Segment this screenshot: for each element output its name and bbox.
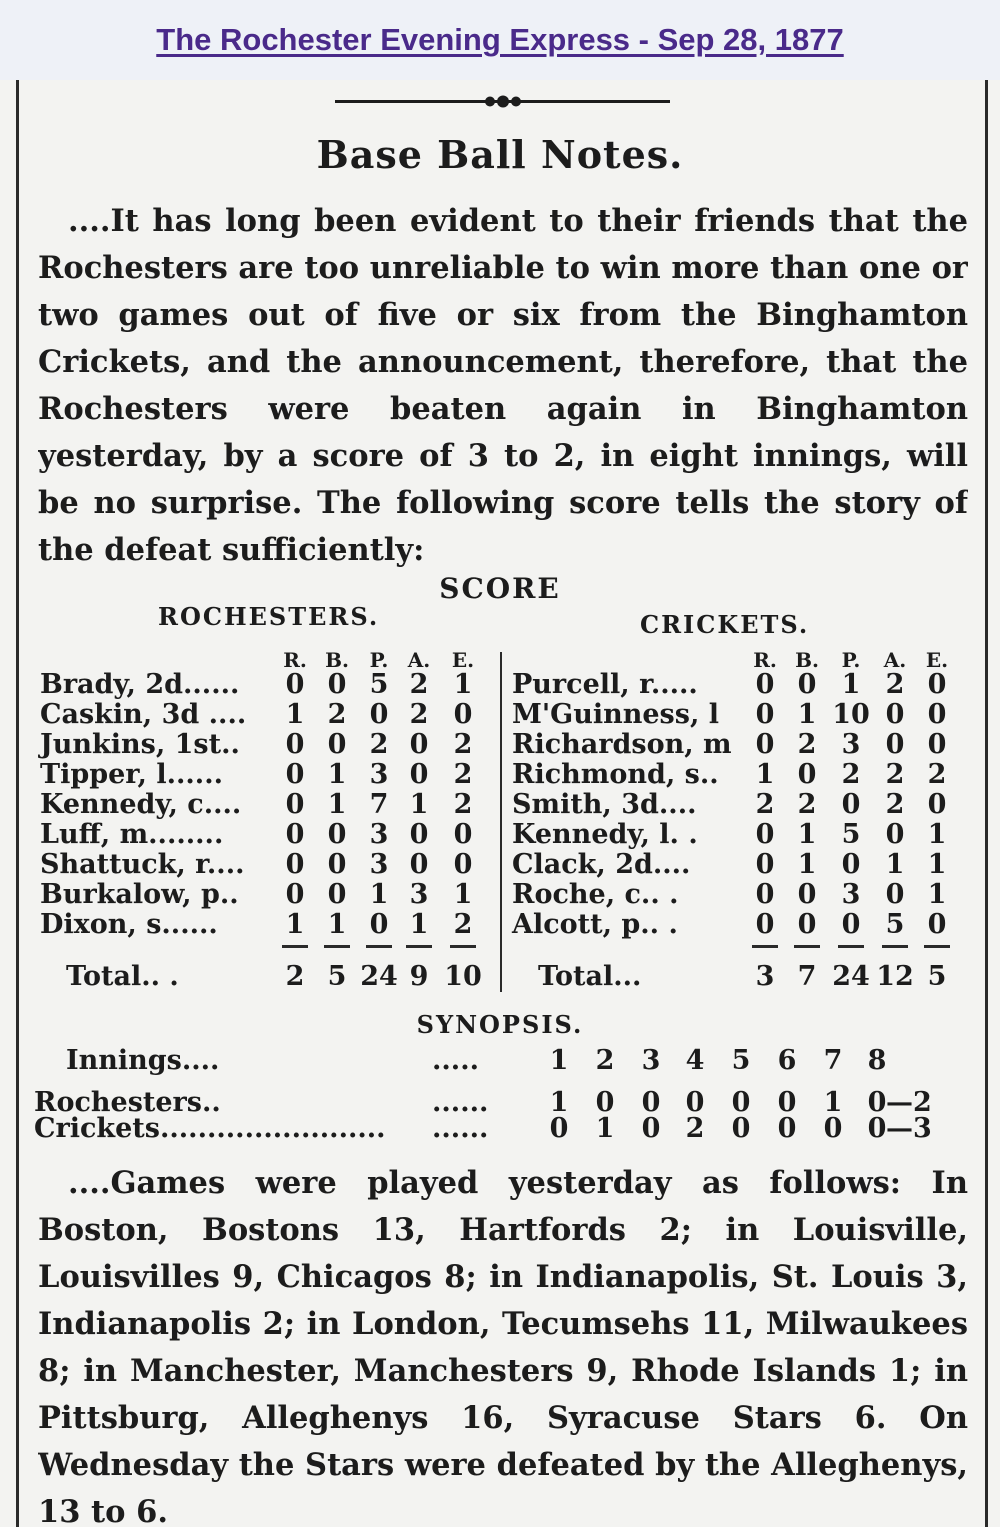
article-headline: Base Ball Notes. bbox=[316, 132, 684, 177]
away-total-cell: 24 bbox=[832, 961, 870, 992]
away-player-name: Purcell, r..... bbox=[512, 669, 698, 700]
synopsis-run-cell: 0 bbox=[731, 1113, 751, 1144]
home-total-rule bbox=[282, 945, 308, 948]
away-stat-cell: 2 bbox=[841, 759, 861, 790]
home-total-label: Total.. . bbox=[66, 961, 179, 992]
synopsis-run-cell: 0 bbox=[777, 1113, 797, 1144]
away-total-label: Total... bbox=[538, 961, 642, 992]
article-title-link[interactable]: The Rochester Evening Express - Sep 28, 1877 bbox=[156, 22, 844, 57]
synopsis-final-score: —3 bbox=[886, 1113, 932, 1144]
synopsis-run-cell: 0 bbox=[641, 1087, 661, 1118]
home-player-name: Dixon, s...... bbox=[40, 909, 218, 940]
away-stat-cell: 0 bbox=[885, 729, 905, 760]
away-stat-cell: 0 bbox=[927, 699, 947, 730]
inning-number: 8 bbox=[867, 1045, 887, 1076]
away-stat-cell: 0 bbox=[797, 669, 817, 700]
away-stat-header: P. bbox=[841, 648, 861, 672]
home-stat-cell: 0 bbox=[327, 729, 347, 760]
home-stat-cell: 0 bbox=[369, 909, 389, 940]
home-stat-cell: 2 bbox=[409, 669, 429, 700]
home-stat-cell: 0 bbox=[453, 819, 473, 850]
synopsis-run-cell: 1 bbox=[823, 1087, 843, 1118]
away-stat-cell: 1 bbox=[841, 669, 861, 700]
home-total-cell: 10 bbox=[444, 961, 482, 992]
synopsis-run-cell: 0 bbox=[777, 1087, 797, 1118]
home-total-rule bbox=[450, 945, 476, 948]
away-stat-cell: 0 bbox=[755, 879, 775, 910]
intro-text: ....It has long been evident to their friends that the Rochesters are too unreliable to win more than one or two games out of five or six from the Binghamton Crickets, and the announcement, therefore, that the Rochesters were beaten again in Binghamton yesterday, by a score of 3 to 2, in eight innings, will be no surprise. The following score tells the story of the defeat sufficiently: bbox=[38, 203, 968, 568]
away-stat-cell: 3 bbox=[841, 729, 861, 760]
away-player-name: Kennedy, l. . bbox=[512, 819, 698, 850]
synopsis-run-cell: 0 bbox=[867, 1113, 887, 1144]
home-stat-cell: 0 bbox=[285, 819, 305, 850]
away-stat-cell: 2 bbox=[755, 789, 775, 820]
away-stat-cell: 0 bbox=[927, 789, 947, 820]
home-stat-cell: 1 bbox=[285, 909, 305, 940]
home-stat-cell: 3 bbox=[369, 849, 389, 880]
home-stat-cell: 0 bbox=[285, 669, 305, 700]
synopsis-run-cell: 0 bbox=[641, 1113, 661, 1144]
home-stat-cell: 0 bbox=[409, 849, 429, 880]
home-player-name: Shattuck, r.... bbox=[40, 849, 245, 880]
synopsis-team-name: Rochesters.. bbox=[34, 1087, 221, 1118]
home-player-name: Tipper, l...... bbox=[40, 759, 224, 790]
synopsis-run-cell: 2 bbox=[685, 1113, 705, 1144]
home-stat-cell: 0 bbox=[285, 789, 305, 820]
away-stat-cell: 0 bbox=[755, 699, 775, 730]
synopsis-run-cell: 0 bbox=[685, 1087, 705, 1118]
synopsis-heading: SYNOPSIS. bbox=[416, 1010, 584, 1039]
away-stat-cell: 0 bbox=[797, 759, 817, 790]
home-player-name: Junkins, 1st.. bbox=[40, 729, 240, 760]
home-stat-header: R. bbox=[283, 648, 307, 672]
away-player-name: Richmond, s.. bbox=[512, 759, 719, 790]
synopsis-leader: ...... bbox=[432, 1113, 489, 1144]
away-total-rule bbox=[794, 945, 820, 948]
home-player-name: Brady, 2d...... bbox=[40, 669, 240, 700]
away-stat-cell: 5 bbox=[885, 909, 905, 940]
synopsis-leader: ..... bbox=[432, 1045, 479, 1076]
home-player-name: Kennedy, c.... bbox=[40, 789, 242, 820]
home-stat-cell: 1 bbox=[327, 759, 347, 790]
away-team-heading: CRICKETS. bbox=[640, 610, 810, 639]
away-player-name: Smith, 3d.... bbox=[512, 789, 697, 820]
synopsis-final-score: —2 bbox=[886, 1087, 932, 1118]
newspaper-clipping bbox=[0, 80, 1000, 1530]
home-stat-cell: 1 bbox=[369, 879, 389, 910]
ornament-divider-icon bbox=[335, 94, 670, 110]
home-stat-cell: 0 bbox=[453, 699, 473, 730]
synopsis-run-cell: 0 bbox=[823, 1113, 843, 1144]
away-stat-header: E. bbox=[925, 648, 949, 672]
away-stat-cell: 2 bbox=[885, 759, 905, 790]
synopsis-run-cell: 0 bbox=[595, 1087, 615, 1118]
away-player-name: Roche, c.. . bbox=[512, 879, 679, 910]
away-stat-cell: 2 bbox=[797, 729, 817, 760]
away-player-name: Alcott, p.. . bbox=[512, 909, 678, 940]
home-stat-cell: 0 bbox=[369, 699, 389, 730]
away-player-name: Richardson, m bbox=[512, 729, 732, 760]
synopsis-run-cell: 0 bbox=[731, 1087, 751, 1118]
home-total-rule bbox=[366, 945, 392, 948]
away-total-rule bbox=[752, 945, 778, 948]
away-total-cell: 7 bbox=[797, 961, 817, 992]
away-stat-cell: 1 bbox=[797, 699, 817, 730]
home-stat-cell: 0 bbox=[285, 729, 305, 760]
away-stat-cell: 0 bbox=[885, 879, 905, 910]
away-stat-cell: 0 bbox=[927, 909, 947, 940]
home-total-cell: 9 bbox=[409, 961, 429, 992]
home-stat-header: P. bbox=[369, 648, 389, 672]
home-stat-cell: 0 bbox=[285, 759, 305, 790]
home-player-name: Burkalow, p.. bbox=[40, 879, 239, 910]
home-stat-cell: 1 bbox=[453, 669, 473, 700]
away-stat-cell: 0 bbox=[841, 909, 861, 940]
away-stat-cell: 0 bbox=[755, 729, 775, 760]
away-stat-cell: 0 bbox=[841, 849, 861, 880]
away-stat-cell: 0 bbox=[755, 819, 775, 850]
away-stat-header: B. bbox=[795, 648, 819, 672]
inning-number: 3 bbox=[641, 1045, 661, 1076]
away-stat-cell: 0 bbox=[755, 669, 775, 700]
score-heading: SCORE bbox=[439, 572, 561, 605]
column-rule-left bbox=[16, 80, 19, 1527]
home-stat-cell: 3 bbox=[409, 879, 429, 910]
home-stat-cell: 3 bbox=[369, 759, 389, 790]
away-total-cell: 3 bbox=[755, 961, 775, 992]
away-total-cell: 12 bbox=[876, 961, 914, 992]
home-stat-cell: 2 bbox=[369, 729, 389, 760]
away-stat-cell: 0 bbox=[755, 849, 775, 880]
away-stat-cell: 1 bbox=[927, 819, 947, 850]
home-stat-cell: 7 bbox=[369, 789, 389, 820]
away-stat-cell: 2 bbox=[927, 759, 947, 790]
synopsis-leader: ...... bbox=[432, 1087, 489, 1118]
away-player-name: M'Guinness, l bbox=[512, 699, 719, 730]
home-total-rule bbox=[406, 945, 432, 948]
synopsis-run-cell: 1 bbox=[549, 1087, 569, 1118]
home-stat-cell: 0 bbox=[453, 849, 473, 880]
synopsis-run-cell: 0 bbox=[867, 1087, 887, 1118]
home-stat-cell: 2 bbox=[409, 699, 429, 730]
home-total-cell: 2 bbox=[285, 961, 305, 992]
home-stat-cell: 1 bbox=[327, 789, 347, 820]
home-stat-cell: 2 bbox=[453, 909, 473, 940]
games-results-paragraph bbox=[38, 1160, 968, 1536]
away-stat-header: A. bbox=[883, 648, 907, 672]
away-stat-cell: 0 bbox=[927, 669, 947, 700]
home-stat-header: E. bbox=[451, 648, 475, 672]
home-stat-cell: 0 bbox=[285, 879, 305, 910]
home-stat-cell: 2 bbox=[453, 789, 473, 820]
home-stat-cell: 0 bbox=[327, 849, 347, 880]
away-stat-cell: 5 bbox=[841, 819, 861, 850]
away-stat-cell: 1 bbox=[927, 879, 947, 910]
home-stat-cell: 2 bbox=[453, 729, 473, 760]
home-stat-header: B. bbox=[325, 648, 349, 672]
away-stat-cell: 0 bbox=[841, 789, 861, 820]
inning-number: 6 bbox=[777, 1045, 797, 1076]
away-stat-cell: 10 bbox=[832, 699, 870, 730]
away-total-rule bbox=[882, 945, 908, 948]
away-stat-cell: 1 bbox=[797, 849, 817, 880]
away-stat-cell: 3 bbox=[841, 879, 861, 910]
away-total-rule bbox=[838, 945, 864, 948]
home-stat-cell: 5 bbox=[369, 669, 389, 700]
home-stat-cell: 1 bbox=[409, 909, 429, 940]
inning-number: 2 bbox=[595, 1045, 615, 1076]
inning-number: 1 bbox=[549, 1045, 569, 1076]
home-stat-cell: 0 bbox=[327, 669, 347, 700]
away-stat-cell: 1 bbox=[885, 849, 905, 880]
column-rule-right bbox=[985, 80, 988, 1527]
inning-number: 5 bbox=[731, 1045, 751, 1076]
away-stat-cell: 2 bbox=[885, 669, 905, 700]
home-stat-cell: 1 bbox=[409, 789, 429, 820]
home-total-rule bbox=[324, 945, 350, 948]
home-stat-cell: 0 bbox=[285, 849, 305, 880]
away-stat-cell: 2 bbox=[885, 789, 905, 820]
home-total-cell: 5 bbox=[327, 961, 347, 992]
home-stat-cell: 0 bbox=[327, 879, 347, 910]
away-stat-cell: 1 bbox=[755, 759, 775, 790]
synopsis-run-cell: 0 bbox=[549, 1113, 569, 1144]
away-stat-cell: 0 bbox=[885, 699, 905, 730]
home-stat-cell: 2 bbox=[453, 759, 473, 790]
synopsis-team-name: Crickets........................ bbox=[34, 1113, 386, 1144]
home-player-name: Luff, m........ bbox=[40, 819, 224, 850]
home-total-cell: 24 bbox=[360, 961, 398, 992]
home-team-heading: ROCHESTERS. bbox=[158, 602, 380, 631]
away-stat-cell: 0 bbox=[755, 909, 775, 940]
article-intro-paragraph bbox=[38, 198, 968, 574]
home-stat-cell: 1 bbox=[327, 909, 347, 940]
home-stat-cell: 1 bbox=[285, 699, 305, 730]
away-total-cell: 5 bbox=[927, 961, 947, 992]
away-stat-cell: 0 bbox=[927, 729, 947, 760]
home-stat-cell: 0 bbox=[409, 819, 429, 850]
away-stat-cell: 1 bbox=[927, 849, 947, 880]
away-total-rule bbox=[924, 945, 950, 948]
title-banner bbox=[0, 0, 1000, 80]
box-score-divider bbox=[500, 652, 502, 992]
inning-number: 7 bbox=[823, 1045, 843, 1076]
away-stat-cell: 0 bbox=[797, 909, 817, 940]
away-stat-cell: 1 bbox=[797, 819, 817, 850]
home-stat-header: A. bbox=[407, 648, 431, 672]
away-stat-cell: 2 bbox=[797, 789, 817, 820]
away-stat-header: R. bbox=[753, 648, 777, 672]
home-stat-cell: 0 bbox=[409, 729, 429, 760]
away-stat-cell: 0 bbox=[797, 879, 817, 910]
games-text: ....Games were played yesterday as follows: In Boston, Bostons 13, Hartfords 2; in Louisville, Louisvilles 9, Chicagos 8; in Indianapolis, St. Louis 3, Indianapolis 2; in London, Tecumsehs 11, Milwaukees 8; in Manchester, Manchesters 9, Rhode Islands 1; in Pittsburg, Alleghenys 16, Syracuse Stars 6. On Wednesday the Stars were defeated by the Alleghenys, 13 to 6. bbox=[38, 1165, 968, 1530]
inning-number: 4 bbox=[685, 1045, 705, 1076]
innings-label: Innings.... bbox=[66, 1045, 220, 1076]
home-stat-cell: 2 bbox=[327, 699, 347, 730]
home-stat-cell: 0 bbox=[409, 759, 429, 790]
home-stat-cell: 0 bbox=[327, 819, 347, 850]
away-stat-cell: 0 bbox=[885, 819, 905, 850]
synopsis-run-cell: 1 bbox=[595, 1113, 615, 1144]
home-player-name: Caskin, 3d .... bbox=[40, 699, 247, 730]
home-stat-cell: 3 bbox=[369, 819, 389, 850]
away-player-name: Clack, 2d.... bbox=[512, 849, 691, 880]
home-stat-cell: 1 bbox=[453, 879, 473, 910]
